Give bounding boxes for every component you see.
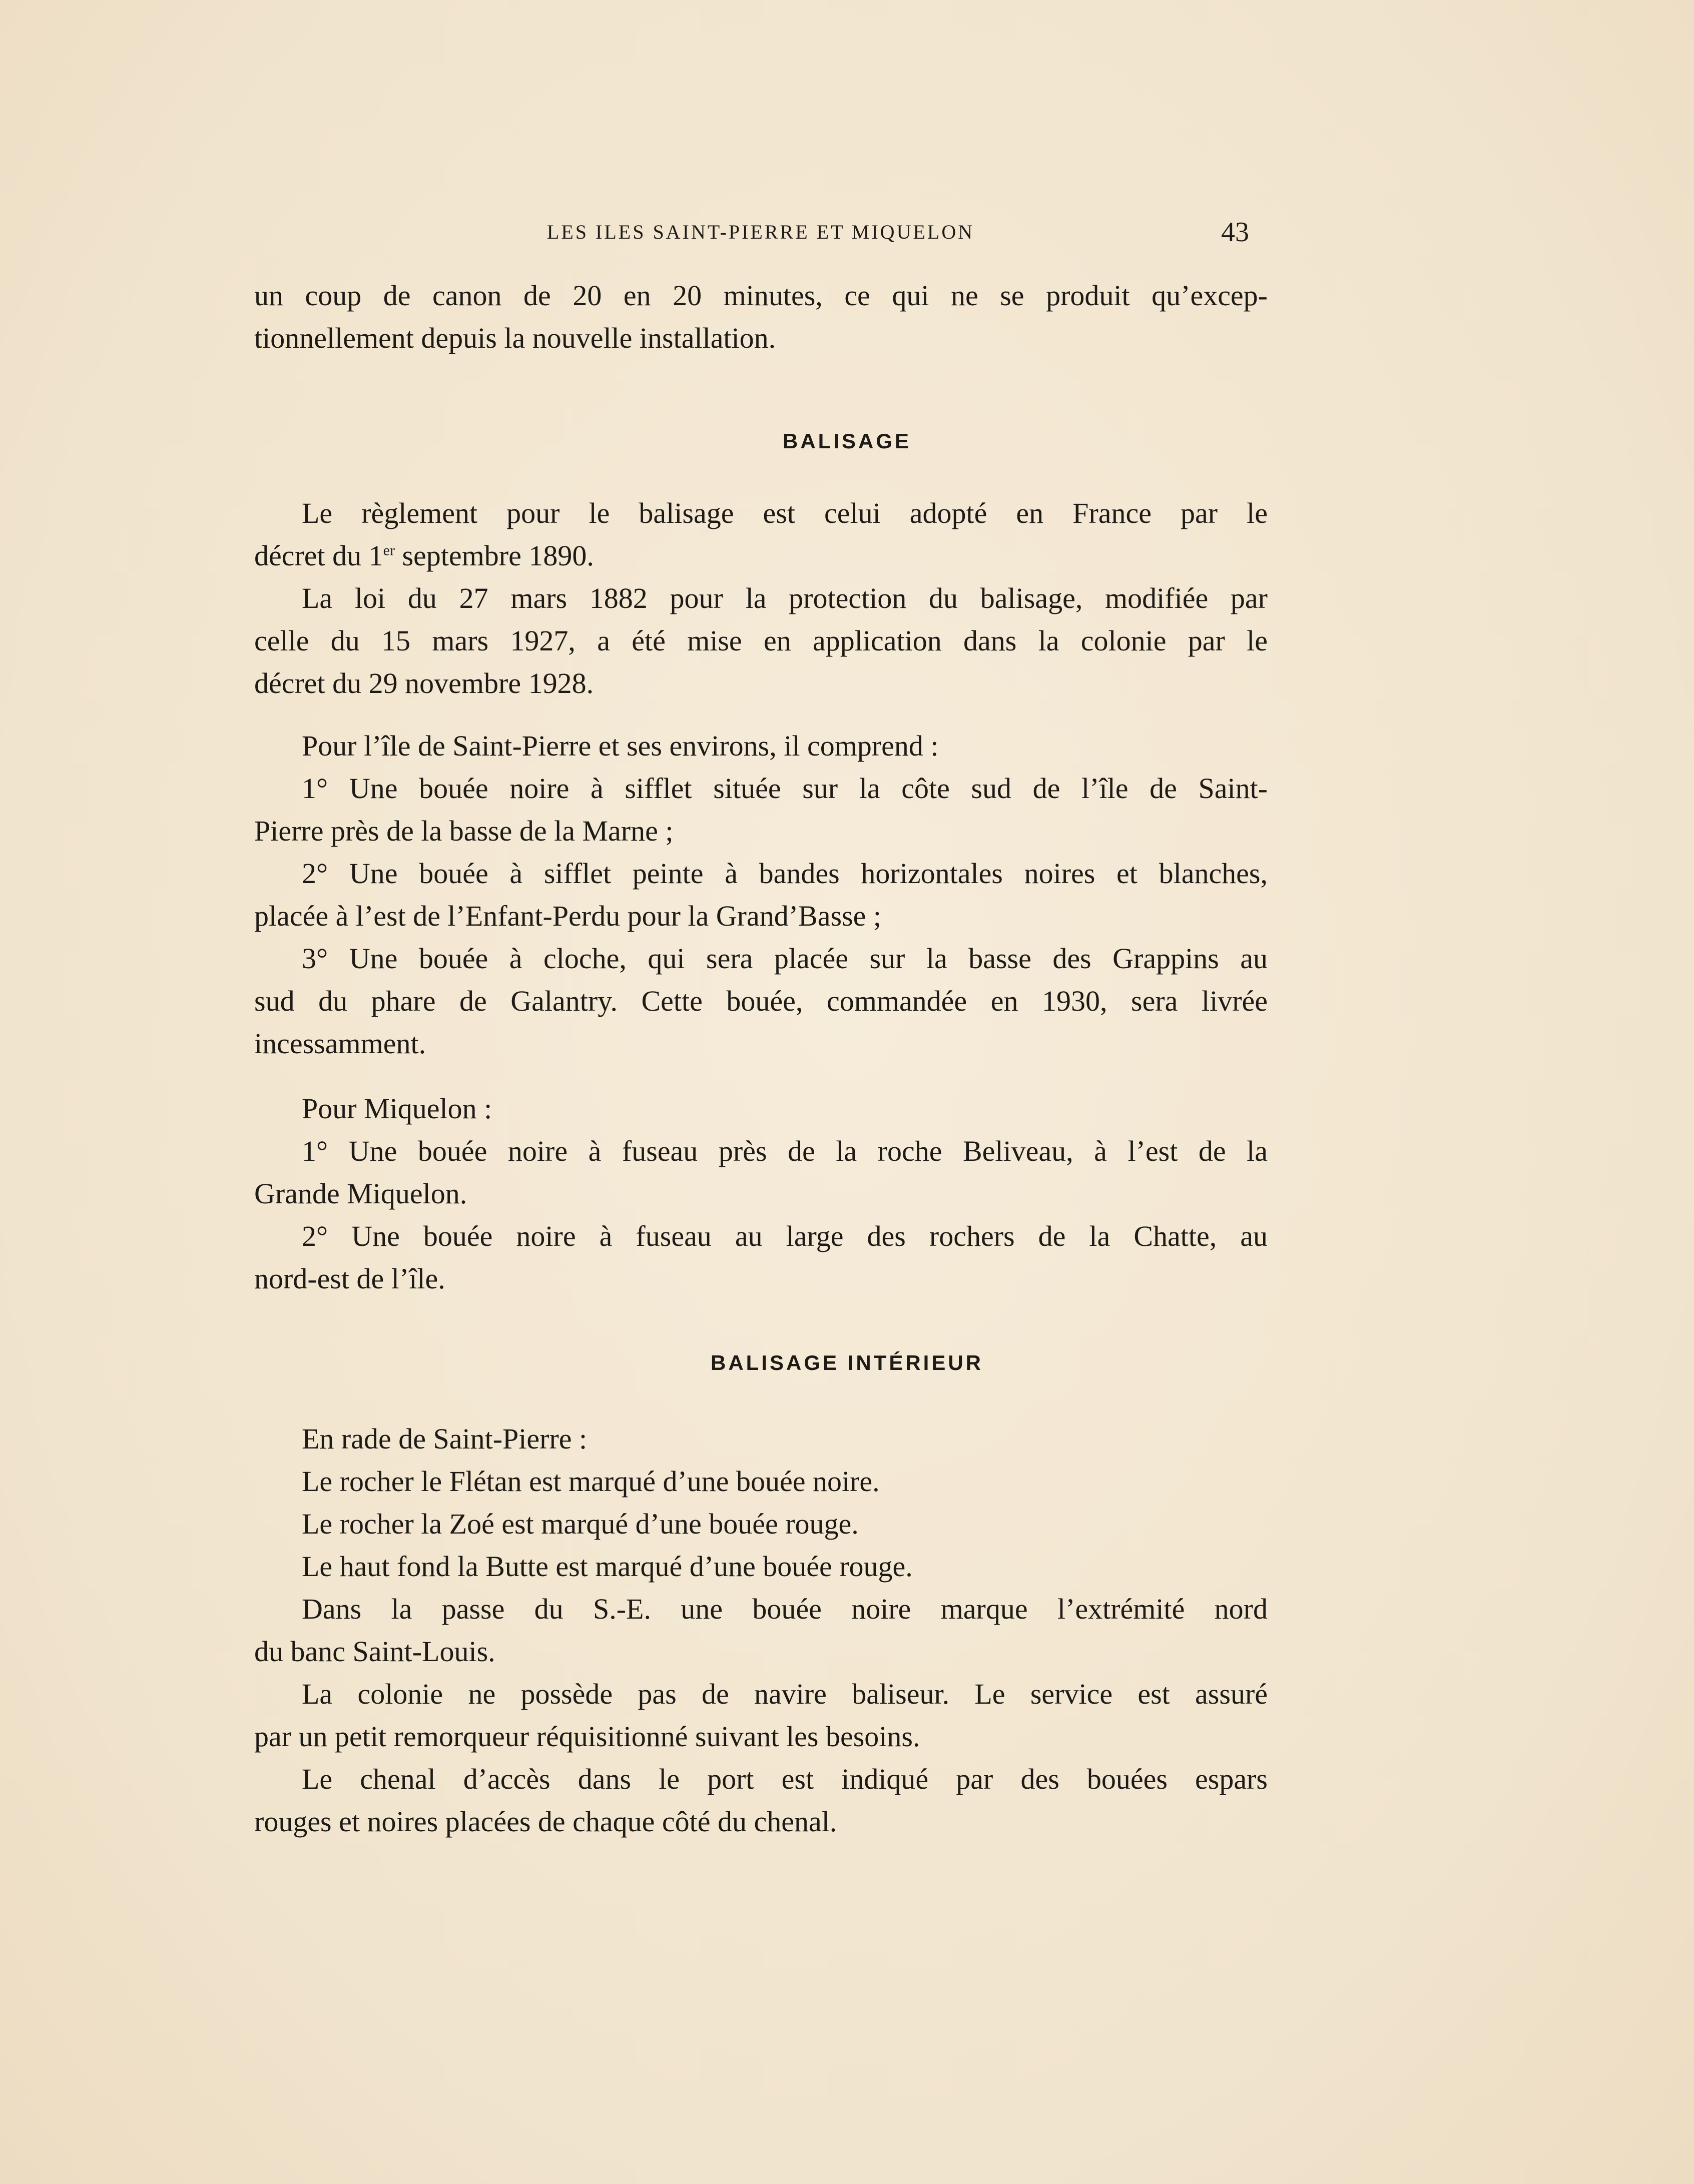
text-line: incessamment. — [254, 1027, 426, 1060]
text-line: Pour l’île de Saint-Pierre et ses environs, il comprend : — [302, 730, 939, 762]
text-line: rouges et noires placées de chaque côté du chenal. — [254, 1805, 837, 1838]
text-line: du banc Saint-Louis. — [254, 1635, 495, 1668]
text-line: un coup de canon de 20 en 20 minutes, ce qui ne se produit qu’excep- — [254, 279, 1268, 312]
text-line: Grande Miquelon. — [254, 1177, 467, 1210]
text-line: Le règlement pour le balisage est celui adopté en France par le — [302, 497, 1268, 529]
text-line: Le chenal d’accès dans le port est indiqué par des bouées espars — [302, 1763, 1268, 1795]
text-line: Pour Miquelon : — [302, 1092, 492, 1125]
section-heading-balisage: BALISAGE — [782, 429, 911, 453]
text-line: décret du 29 novembre 1928. — [254, 667, 594, 699]
running-title: LES ILES SAINT-PIERRE ET MIQUELON — [546, 221, 975, 243]
text-fragment: septembre 1890. — [394, 539, 594, 572]
text-line: Dans la passe du S.-E. une bouée noire marque l’extrémité nord — [302, 1593, 1268, 1625]
text-line: 2° Une bouée noire à fuseau au large des rochers de la Chatte, au — [302, 1220, 1268, 1252]
text-line: nord-est de l’île. — [254, 1262, 445, 1295]
text-line: placée à l’est de l’Enfant-Perdu pour la Grand’Basse ; — [254, 900, 881, 932]
text-line: En rade de Saint-Pierre : — [302, 1422, 588, 1455]
text-line: tionnellement depuis la nouvelle installation. — [254, 322, 776, 354]
text-line: Le rocher le Flétan est marqué d’une bouée noire. — [302, 1465, 880, 1498]
text-line: Le rocher la Zoé est marqué d’une bouée rouge. — [302, 1508, 859, 1540]
text-line: sud du phare de Galantry. Cette bouée, commandée en 1930, sera livrée — [254, 985, 1268, 1017]
text-line: Pierre près de la basse de la Marne ; — [254, 815, 674, 847]
text-line: La loi du 27 mars 1882 pour la protection du balisage, modifiée par — [302, 582, 1268, 614]
text-line: celle du 15 mars 1927, a été mise en application dans la colonie par le — [254, 624, 1268, 657]
text-line: 1° Une bouée noire à sifflet située sur la côte sud de l’île de Saint- — [302, 772, 1268, 805]
text-line: 2° Une bouée à sifflet peinte à bandes horizontales noires et blanches, — [302, 857, 1268, 890]
text-line: 1° Une bouée noire à fuseau près de la roche Beliveau, à l’est de la — [302, 1135, 1268, 1167]
text-line: par un petit remorqueur réquisitionné suivant les besoins. — [254, 1720, 920, 1753]
page-number: 43 — [1221, 217, 1249, 248]
text-line: 3° Une bouée à cloche, qui sera placée sur la basse des Grappins au — [302, 942, 1268, 975]
text-line — [254, 538, 1268, 574]
text-fragment: décret du 1 — [254, 539, 383, 572]
superscript: er — [383, 542, 395, 559]
text-line: Le haut fond la Butte est marqué d’une bouée rouge. — [302, 1550, 913, 1583]
text-line: La colonie ne possède pas de navire baliseur. Le service est assuré — [302, 1678, 1268, 1710]
section-heading-balisage-interieur: BALISAGE INTÉRIEUR — [710, 1351, 984, 1374]
